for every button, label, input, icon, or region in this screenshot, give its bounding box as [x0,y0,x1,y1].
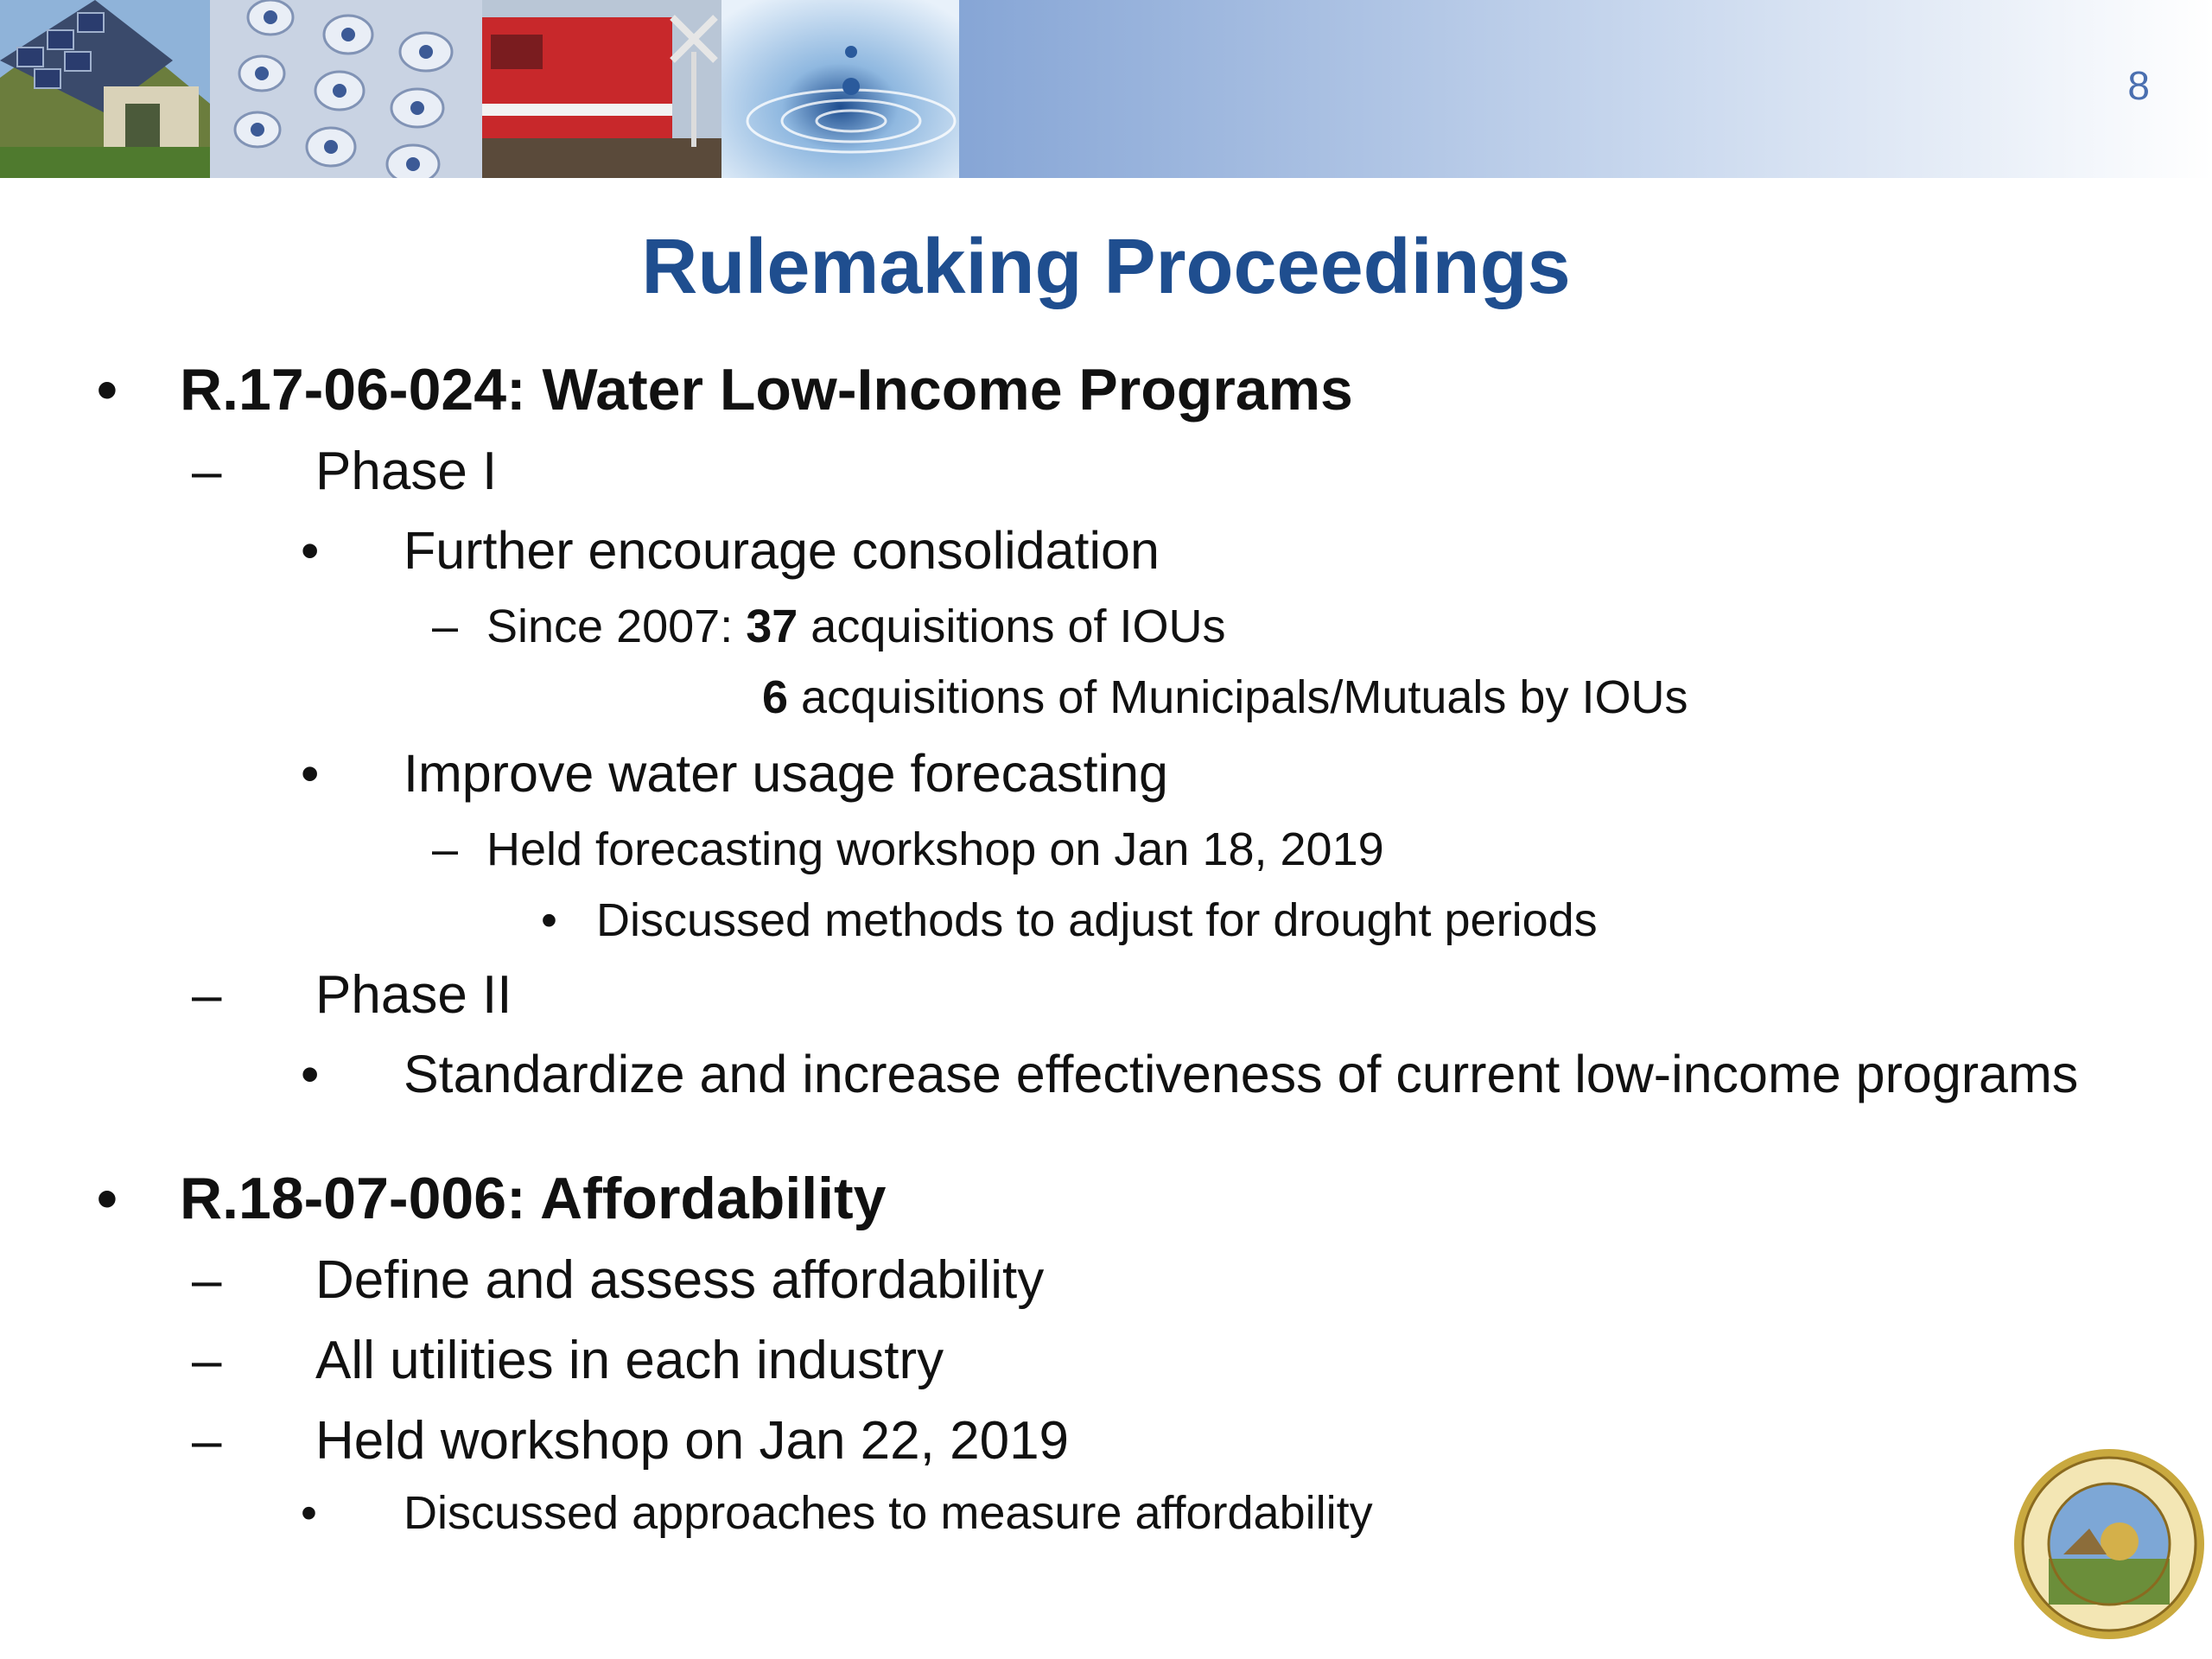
dash-marker: – [432,823,459,875]
dash-marker: – [192,442,222,501]
telephone-keypad-photo [210,0,482,178]
water-drop-photo [721,0,959,178]
bullet-marker: • [301,744,320,803]
affordability-workshop-item: Held workshop on Jan 22, 2019 [315,1411,1070,1471]
standardize-item: Standardize and increase effectiveness of current low-income programs [404,1045,2079,1103]
slide-title: Rulemaking Proceedings [641,224,1571,310]
since-prefix: Since 2007: [486,601,747,652]
consolidation-item: Further encourage consolidation [404,521,1160,580]
bullet-marker: • [301,1487,317,1539]
all-utilities-item: All utilities in each industry [315,1331,944,1390]
cpuc-seal-logo [2012,1446,2207,1642]
train-at-crossing-photo [482,0,721,178]
page-number: 8 [2127,63,2150,108]
bullet-marker: • [301,521,320,580]
dash-marker: – [192,965,222,1025]
section-heading-r17: R.17-06-024: Water Low-Income Programs [180,357,1353,423]
phase-2-item: Phase II [315,965,512,1025]
municipal-text: acquisitions of Municipals/Mutuals by IOUs [788,671,1688,723]
section-heading-r18: R.18-07-006: Affordability [180,1166,887,1231]
house-with-solar-panels-photo [0,0,210,178]
bullet-marker: • [97,1166,118,1231]
since-2007-item [486,600,1226,653]
municipal-acquisitions-count: 6 [762,671,789,723]
since-text: acquisitions of IOUs [798,601,1226,652]
define-affordability-item: Define and assess affordability [315,1250,1045,1310]
bullet-marker: • [97,357,118,423]
drought-item: Discussed methods to adjust for drought periods [596,894,1598,946]
dash-marker: – [192,1250,222,1310]
forecast-workshop-item: Held forecasting workshop on Jan 18, 2019 [486,823,1384,875]
municipal-acquisitions-item [762,671,1688,724]
dash-marker: – [432,601,459,652]
bullet-marker: • [541,894,557,946]
phase-1-item: Phase I [315,442,498,501]
header-banner [0,0,2212,178]
iou-acquisitions-count: 37 [746,601,798,652]
dash-marker: – [192,1411,222,1471]
bullet-marker: • [301,1045,320,1103]
measure-affordability-item: Discussed approaches to measure affordability [404,1487,1373,1539]
dash-marker: – [192,1331,222,1390]
forecasting-item: Improve water usage forecasting [404,744,1168,803]
